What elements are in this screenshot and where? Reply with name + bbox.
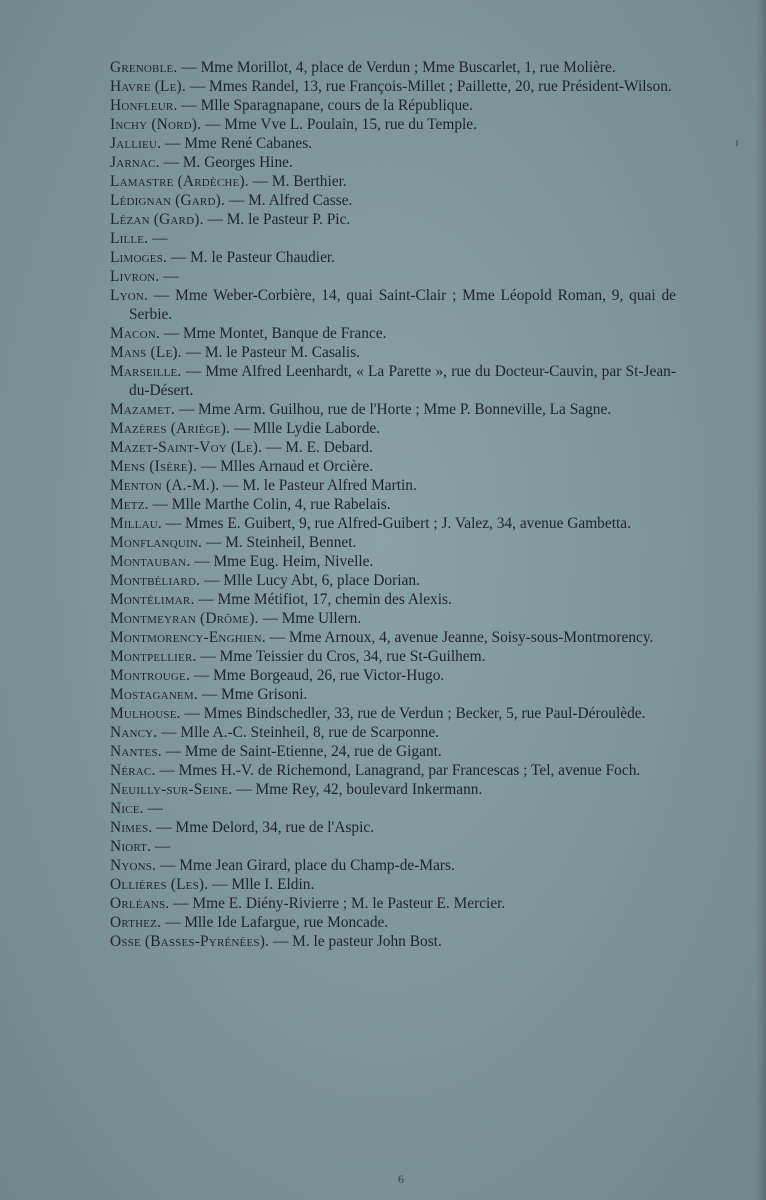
entry-place: Grenoble. — [110, 59, 178, 76]
entry-text: — Mme Arm. Guilhou, rue de l'Horte ; Mme P. Bonneville, La Sagne. — [174, 401, 612, 418]
entry-place: Montrouge. — [110, 667, 191, 684]
entry-place: Mazères (Ariège). — [110, 420, 231, 437]
entry-place: Mens (Isère). — [110, 458, 198, 475]
entry-place: Inchy (Nord). — [110, 116, 202, 133]
directory-entry — [110, 647, 676, 666]
entry-text: — Mme Weber-Corbière, 14, quai Saint-Clair ; Mme Léopold Roman, 9, quai de Serbie. — [129, 287, 676, 323]
entry-text: — Mmes Bindschedler, 33, rue de Verdun ; Becker, 5, rue Paul-Déroulède. — [180, 705, 646, 722]
directory-entry — [110, 134, 676, 153]
entry-place: Menton (A.-M.). — [110, 477, 220, 494]
directory-entry — [110, 609, 676, 628]
entry-text: — Mlle Sparagnapane, cours de la République. — [177, 97, 473, 114]
directory-entry — [110, 913, 676, 932]
entry-text: — Mme René Cabanes. — [161, 135, 313, 152]
entry-text: — Mlles Arnaud et Orcière. — [197, 458, 374, 475]
directory-entry — [110, 172, 676, 191]
directory-entry — [110, 514, 676, 533]
directory-entry — [110, 324, 676, 343]
entry-text: — M. le Pasteur Chaudier. — [167, 249, 336, 266]
directory-entry — [110, 476, 676, 495]
directory-entry — [110, 761, 676, 780]
entry-place: Honfleur. — [110, 97, 178, 114]
entry-text: — Mme Vve L. Poulain, 15, rue du Temple. — [201, 116, 477, 133]
page-number: 6 — [398, 1172, 404, 1186]
entry-place: Livron. — [110, 268, 160, 285]
directory-entry — [110, 362, 676, 400]
entry-text: — Mlle Lucy Abt, 6, place Dorian. — [200, 572, 420, 589]
entry-place: Lézan (Gard). — [110, 211, 204, 228]
entry-place: Nérac. — [110, 762, 156, 779]
entry-text: — — [159, 268, 179, 285]
directory-entry — [110, 704, 676, 723]
entry-place: Mulhouse. — [110, 705, 181, 722]
entry-place: Montmorency-Enghien. — [110, 629, 266, 646]
directory-entry — [110, 191, 676, 210]
entry-place: Mans (Le). — [110, 344, 182, 361]
entry-text: — Mme Grisoni. — [197, 686, 308, 703]
directory-entry — [110, 495, 676, 514]
entry-place: Millau. — [110, 515, 162, 532]
entry-place: Lyon. — [110, 287, 149, 304]
directory-entry — [110, 58, 676, 77]
directory-entry — [110, 723, 676, 742]
entry-place: Montmeyran (Drôme). — [110, 610, 259, 627]
entry-text: — Mme Delord, 34, rue de l'Aspic. — [152, 819, 375, 836]
entry-place: Marseille. — [110, 363, 182, 380]
directory-entry — [110, 685, 676, 704]
directory-entry — [110, 552, 676, 571]
directory-entry — [110, 818, 676, 837]
directory-entry — [110, 742, 676, 761]
entry-place: Montauban. — [110, 553, 191, 570]
entry-text: — Mme Morillot, 4, place de Verdun ; Mme Buscarlet, 1, rue Molière. — [177, 59, 616, 76]
directory-entry — [110, 438, 676, 457]
entry-text: — M. Berthier. — [248, 173, 347, 190]
directory-entry — [110, 932, 676, 951]
entry-text: — — [148, 230, 168, 247]
entry-place: Osse (Basses-Pyrénées). — [110, 933, 270, 950]
directory-entry — [110, 248, 676, 267]
entry-place: Ollières (Les). — [110, 876, 209, 893]
directory-entry — [110, 837, 676, 856]
entry-place: Jarnac. — [110, 154, 160, 171]
ink-speck — [736, 140, 738, 146]
entry-text: — Mme Arnoux, 4, avenue Jeanne, Soisy-sous-Montmorency. — [265, 629, 654, 646]
entry-place: Orléans. — [110, 895, 170, 912]
entry-place: Nancy. — [110, 724, 158, 741]
entry-text: — Mlle Marthe Colin, 4, rue Rabelais. — [148, 496, 391, 513]
entry-text: — Mlle Lydie Laborde. — [230, 420, 381, 437]
entry-text: — M. Steinheil, Bennet. — [202, 534, 357, 551]
directory-entry — [110, 875, 676, 894]
entry-text: — M. Alfred Casse. — [225, 192, 353, 209]
directory-list — [110, 58, 676, 951]
entry-text: — Mme Teissier du Cros, 34, rue St-Guilhem. — [196, 648, 486, 665]
entry-place: Mazamet. — [110, 401, 175, 418]
directory-entry — [110, 267, 676, 286]
entry-text: — Mme Métifiot, 17, chemin des Alexis. — [194, 591, 452, 608]
directory-entry — [110, 419, 676, 438]
entry-text: — M. le pasteur John Bost. — [269, 933, 442, 950]
entry-place: Niort. — [110, 838, 152, 855]
entry-place: Monflanquin. — [110, 534, 203, 551]
entry-text: — Mme Ullern. — [258, 610, 362, 627]
directory-entry — [110, 210, 676, 229]
entry-text: — M. le Pasteur Alfred Martin. — [219, 477, 417, 494]
entry-text: — Mme E. Diény-Rivierre ; M. le Pasteur E. Mercier. — [169, 895, 506, 912]
directory-entry — [110, 628, 676, 647]
directory-entry — [110, 115, 676, 134]
entry-text: — Mmes Randel, 13, rue François-Millet ; Paillette, 20, rue Président-Wilson. — [185, 78, 672, 95]
entry-place: Mostaganem. — [110, 686, 198, 703]
entry-text: — Mme Jean Girard, place du Champ-de-Mars. — [156, 857, 455, 874]
entry-text: — M. E. Debard. — [262, 439, 373, 456]
directory-entry — [110, 894, 676, 913]
directory-entry — [110, 343, 676, 362]
page-edge-shadow — [756, 0, 766, 1200]
entry-place: Orthez. — [110, 914, 162, 931]
directory-entry — [110, 229, 676, 248]
entry-text: — Mme Alfred Leenhardt, « La Parette », rue du Docteur-Cauvin, par St-Jean-du-Désert. — [129, 363, 676, 399]
entry-place: Macon. — [110, 325, 160, 342]
directory-entry — [110, 666, 676, 685]
entry-text: — Mme Montet, Banque de France. — [159, 325, 387, 342]
directory-entry — [110, 153, 676, 172]
entry-text: — Mme Rey, 42, boulevard Inkermann. — [232, 781, 483, 798]
entry-place: Nice. — [110, 800, 144, 817]
entry-text: — M. Georges Hine. — [159, 154, 293, 171]
entry-text: — Mmes E. Guibert, 9, rue Alfred-Guibert ; J. Valez, 34, avenue Gambetta. — [161, 515, 631, 532]
entry-text: — Mlle I. Eldin. — [208, 876, 315, 893]
entry-text: — M. le Pasteur M. Casalis. — [181, 344, 361, 361]
entry-text: — Mme Eug. Heim, Nivelle. — [190, 553, 374, 570]
entry-place: Lédignan (Gard). — [110, 192, 225, 209]
entry-text: — Mmes H.-V. de Richemond, Lanagrand, par Francescas ; Tel, avenue Foch. — [155, 762, 641, 779]
directory-entry — [110, 286, 676, 324]
entry-place: Havre (Le). — [110, 78, 186, 95]
entry-text: — Mlle A.-C. Steinheil, 8, rue de Scarponne. — [157, 724, 440, 741]
directory-entry — [110, 571, 676, 590]
entry-place: Montélimar. — [110, 591, 195, 608]
directory-entry — [110, 590, 676, 609]
entry-text: — M. le Pasteur P. Pic. — [203, 211, 351, 228]
entry-place: Metz. — [110, 496, 149, 513]
entry-place: Nantes. — [110, 743, 162, 760]
directory-entry — [110, 799, 676, 818]
entry-text: — — [151, 838, 171, 855]
entry-place: Montpellier. — [110, 648, 197, 665]
entry-place: Montbéliard. — [110, 572, 201, 589]
entry-text: — Mlle Ide Lafargue, rue Moncade. — [161, 914, 389, 931]
directory-entry — [110, 96, 676, 115]
directory-entry — [110, 457, 676, 476]
entry-text: — — [143, 800, 163, 817]
directory-entry — [110, 780, 676, 799]
entry-place: Jallieu. — [110, 135, 162, 152]
entry-place: Lamastre (Ardèche). — [110, 173, 249, 190]
directory-entry — [110, 533, 676, 552]
directory-entry — [110, 400, 676, 419]
entry-place: Neuilly-sur-Seine. — [110, 781, 233, 798]
entry-text: — Mme Borgeaud, 26, rue Victor-Hugo. — [190, 667, 445, 684]
entry-text: — Mme de Saint-Etienne, 24, rue de Gigant. — [161, 743, 442, 760]
entry-place: Nimes. — [110, 819, 153, 836]
directory-entry — [110, 856, 676, 875]
entry-place: Nyons. — [110, 857, 157, 874]
directory-entry — [110, 77, 676, 96]
entry-place: Lille. — [110, 230, 149, 247]
entry-place: Mazet-Saint-Voy (Le). — [110, 439, 263, 456]
entry-place: Limoges. — [110, 249, 168, 266]
